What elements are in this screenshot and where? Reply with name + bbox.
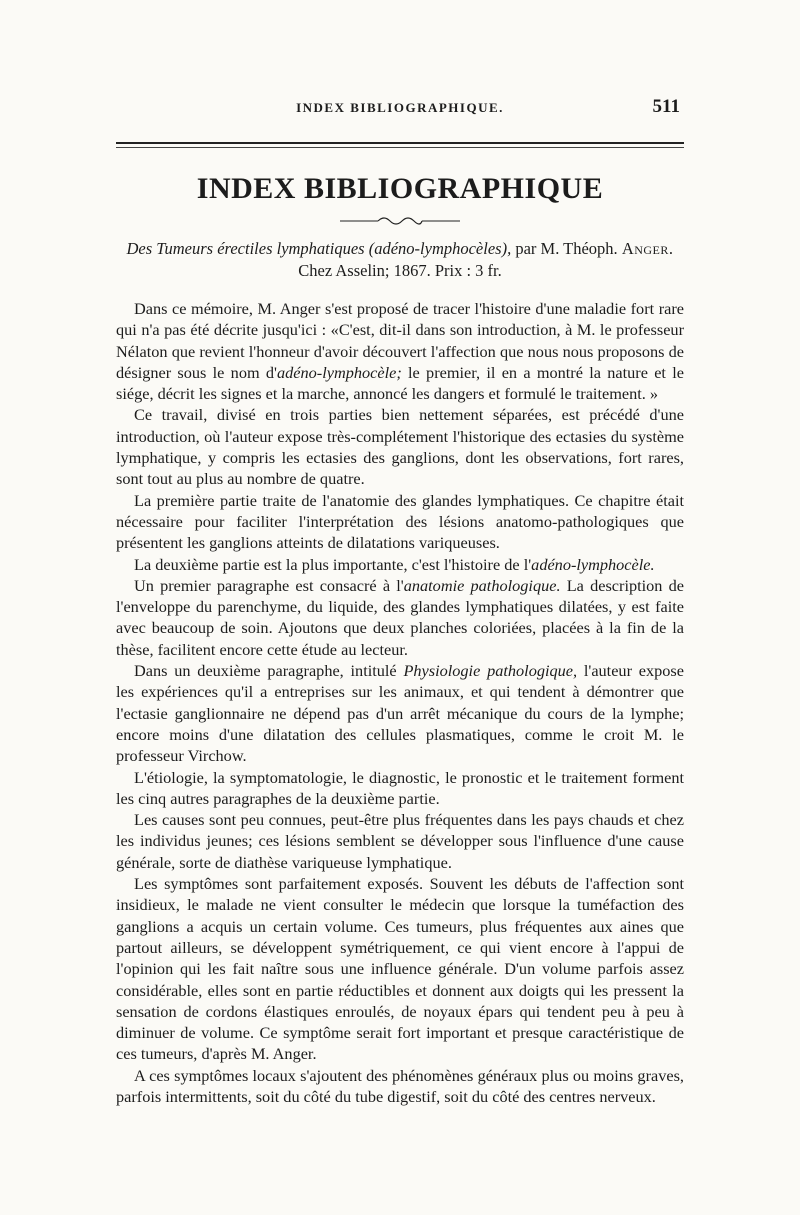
paragraph: Dans un deuxième paragraphe, intitulé Physiologie pathologique, l'auteur expose les expériences qu'il a entreprises sur les animaux, et qui tendent à démontrer que l'ectasie ganglionnaire ne dépend pas d'un arrêt mécanique du cours de la lymphe; encore moins d'une dilatation des cellules plasmatiques, comme le croit M. le professeur Virchow. xyxy=(116,661,684,766)
paragraph: La première partie traite de l'anatomie des glandes lymphatiques. Ce chapitre était nécessaire pour faciliter l'interprétation des lésions anatomo-pathologiques que présentent les ganglions atteints de dilatations variqueuses. xyxy=(116,490,684,553)
citation-work-title: Des Tumeurs érectiles lymphatiques (adéno-lymphocèles), xyxy=(126,239,512,258)
paragraph: Dans ce mémoire, M. Anger s'est proposé de tracer l'histoire d'une maladie fort rare qui n'a pas été décrite jusqu'ici : «C'est, dit-il dans son introduction, à M. le professeur Nélaton que revient l'honneur d'avoir découvert l'affection que nous nous proposons de désigner sous le nom d'adéno-lymphocèle; le premier, il en a montré la nature et le siége, décrit les signes et la marche, annoncé les dangers et formulé le traitement. » xyxy=(116,299,684,404)
paragraph: Un premier paragraphe est consacré à l'anatomie pathologique. La description de l'enveloppe du parenchyme, du liquide, des glandes lymphatiques dilatées, y est faite avec beaucoup de soin. Ajoutons que deux planches coloriées, placées à la fin de la thèse, facilitent encore cette étude au lecteur. xyxy=(116,575,685,659)
citation-author: Anger. xyxy=(621,239,674,258)
citation-publisher: Chez Asselin; 1867. Prix : 3 fr. xyxy=(298,261,502,280)
ornament-flourish-icon xyxy=(340,215,460,227)
ornament-divider xyxy=(116,212,684,226)
paragraph: Ce travail, divisé en trois parties bien nettement séparées, est précédé d'une introduction, où l'auteur expose très-complétement l'historique des ectasies du système lymphatique, y compris les ectasies des ganglions, dont les observations, fort rares, sont tout au plus au nombre de quatre. xyxy=(116,405,684,489)
running-title: INDEX BIBLIOGRAPHIQUE. xyxy=(296,100,504,115)
paragraph: Les symptômes sont parfaitement exposés. Souvent les débuts de l'affection sont insidieux, le malade ne vient consulter le médecin que lorsque la tuméfaction des ganglions a acquis un certain volume. Ces tumeurs, plus fréquentes aux aines que partout ailleurs, se développent symétriquement, ce qui vient encore à l'appui de l'opinion qui les fait naître sous une influence générale. D'un volume parfois assez considérable, elles sont en partie réductibles et donnent aux doigts qui les pressent la sensation de cordons élastiques enroulés, de noyaux épars qui tendent peu à peu à diminuer de volume. Ce symptôme serait fort important et presque caractéristique de ces tumeurs, d'après M. Anger. xyxy=(116,874,684,1064)
page xyxy=(116,96,684,1107)
paragraph: L'étiologie, la symptomatologie, le diagnostic, le pronostic et le traitement forment les cinq autres paragraphes de la deuxième partie. xyxy=(116,767,684,808)
paragraph: La deuxième partie est la plus importante, c'est l'histoire de l'adéno-lymphocèle. xyxy=(134,554,655,574)
page-number: 511 xyxy=(652,96,680,117)
citation xyxy=(116,238,684,282)
review-body xyxy=(116,298,684,1107)
paragraph: A ces symptômes locaux s'ajoutent des phénomènes généraux plus ou moins graves, parfois intermittents, soit du côté du tube digestif, soit du côté des centres nerveux. xyxy=(116,1065,684,1106)
header-rule xyxy=(116,142,684,148)
running-head xyxy=(116,96,684,122)
page-title: INDEX BIBLIOGRAPHIQUE xyxy=(196,172,604,205)
paragraph: Les causes sont peu connues, peut-être plus fréquentes dans les pays chauds et chez les individus jeunes; ces lésions semblent se développer sous l'influence d'une cause générale, sorte de diathèse variqueuse lymphatique. xyxy=(116,810,684,872)
citation-by: par M. Théoph. xyxy=(511,239,622,258)
